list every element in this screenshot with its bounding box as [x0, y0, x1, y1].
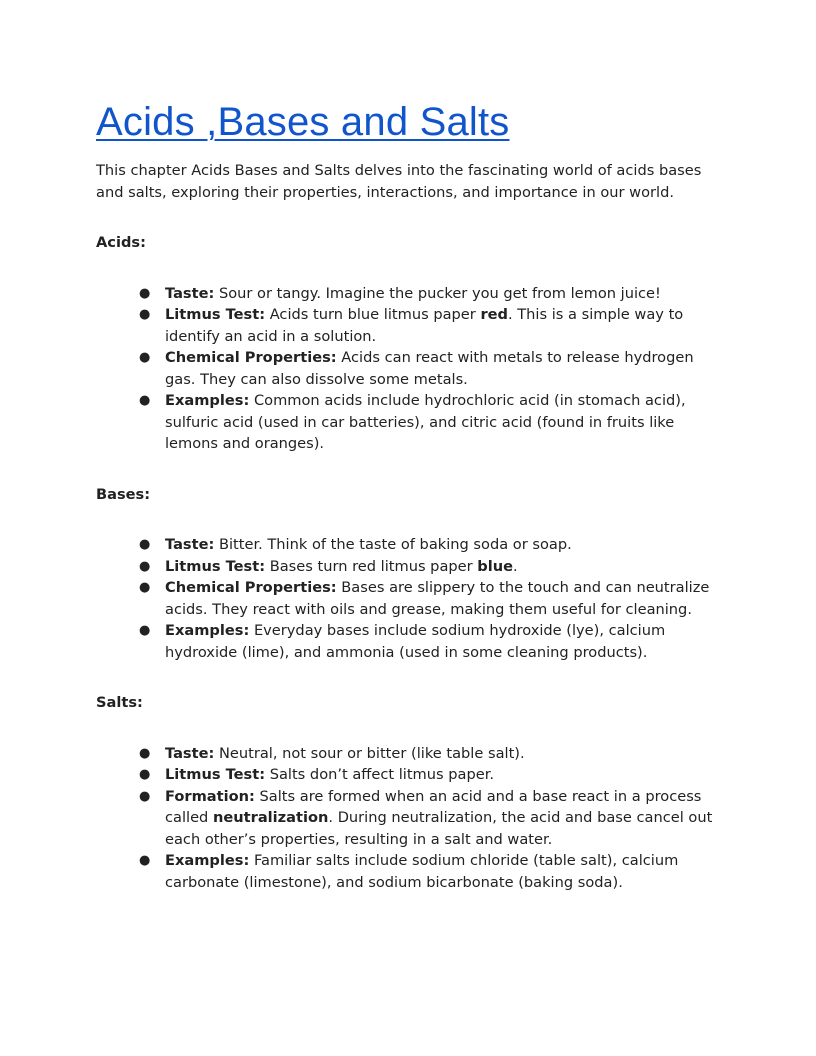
- salts-list: [96, 743, 736, 894]
- intro-paragraph: This chapter Acids Bases and Salts delves into the fascinating world of acids bases and salts, exploring their properties, interactions, and importance in our world.: [96, 162, 702, 201]
- item-text: . This is a simple way to identify an acid in a solution.: [165, 306, 684, 345]
- bullet-icon: ●: [139, 788, 151, 804]
- bases-list: [96, 534, 736, 663]
- item-text: Sour or tangy. Imagine the pucker you get from lemon juice!: [214, 284, 661, 302]
- item-label: Litmus Test:: [165, 306, 266, 323]
- bullet-icon: ●: [139, 767, 151, 782]
- item-label: Examples:: [165, 622, 250, 639]
- bases-heading: Bases:: [96, 485, 151, 503]
- document-page: [96, 96, 736, 922]
- bullet-icon: ●: [139, 623, 151, 638]
- item-label: Formation:: [165, 787, 255, 805]
- item-label: Taste:: [165, 284, 215, 302]
- acids-list: [96, 283, 736, 455]
- salts-examples-item: [96, 850, 723, 893]
- item-text: Common acids include hydrochloric acid (in stomach acid), sulfuric acid (used in car batteries), and citric acid (found in fruits like lemons and oranges).: [165, 392, 686, 452]
- item-label: Taste:: [165, 744, 215, 762]
- item-text: .: [513, 557, 518, 575]
- bases-chemical-properties-item: [96, 577, 723, 620]
- item-label: Examples:: [165, 392, 250, 409]
- bullet-icon: ●: [139, 558, 151, 574]
- document-title-link[interactable]: Acids ,Bases and Salts: [96, 100, 510, 144]
- item-text: Salts are formed when an acid and a base react in a process called: [165, 787, 702, 826]
- item-text: Bases are slippery to the touch and can neutralize acids. They react with oils and grease, making them useful for cleaning.: [165, 579, 710, 618]
- item-label: Examples:: [165, 852, 250, 869]
- item-label: Litmus Test:: [165, 557, 266, 575]
- bullet-icon: ●: [139, 285, 151, 301]
- bases-litmus-item: [96, 556, 723, 578]
- bullet-icon: ●: [139, 537, 151, 552]
- item-label: Chemical Properties:: [165, 349, 337, 366]
- acids-litmus-item: [96, 304, 723, 347]
- bullet-icon: ●: [139, 853, 151, 868]
- bullet-icon: ●: [139, 745, 151, 761]
- item-text: Bases turn red litmus paper: [265, 557, 478, 575]
- item-emphasis: neutralization: [212, 809, 329, 826]
- salts-formation-item: [96, 786, 723, 851]
- item-label: Taste:: [165, 536, 215, 553]
- bullet-icon: ●: [139, 307, 151, 322]
- item-text: . During neutralization, the acid and base cancel out each other’s properties, resulting in a salt and water.: [165, 809, 713, 848]
- item-text: Salts don’t affect litmus paper.: [265, 766, 495, 783]
- bullet-icon: ●: [139, 393, 151, 408]
- acids-taste-item: [96, 283, 723, 305]
- item-label: Litmus Test:: [165, 766, 266, 783]
- item-text: Neutral, not sour or bitter (like table salt).: [214, 744, 525, 762]
- item-emphasis: red: [480, 306, 508, 323]
- item-text: Acids can react with metals to release hydrogen gas. They can also dissolve some metals.: [165, 349, 694, 388]
- bullet-icon: ●: [139, 350, 151, 365]
- salts-taste-item: [96, 743, 723, 765]
- acids-examples-item: [96, 390, 723, 455]
- item-text: Familiar salts include sodium chloride (table salt), calcium carbonate (limestone), and sodium bicarbonate (baking soda).: [165, 852, 679, 891]
- bases-taste-item: [96, 534, 723, 556]
- acids-heading: Acids:: [96, 234, 146, 251]
- bullet-icon: ●: [139, 580, 151, 595]
- item-text: Bitter. Think of the taste of baking soda or soap.: [214, 536, 572, 553]
- salts-heading: Salts:: [96, 694, 143, 711]
- bases-examples-item: [96, 620, 723, 663]
- item-text: Acids turn blue litmus paper: [265, 306, 481, 323]
- item-emphasis: blue: [477, 557, 514, 575]
- item-label: Chemical Properties:: [165, 579, 337, 596]
- salts-litmus-item: [96, 764, 723, 786]
- acids-chemical-properties-item: [96, 347, 723, 390]
- item-text: Everyday bases include sodium hydroxide (lye), calcium hydroxide (lime), and ammonia (used in some cleaning products).: [165, 622, 666, 661]
